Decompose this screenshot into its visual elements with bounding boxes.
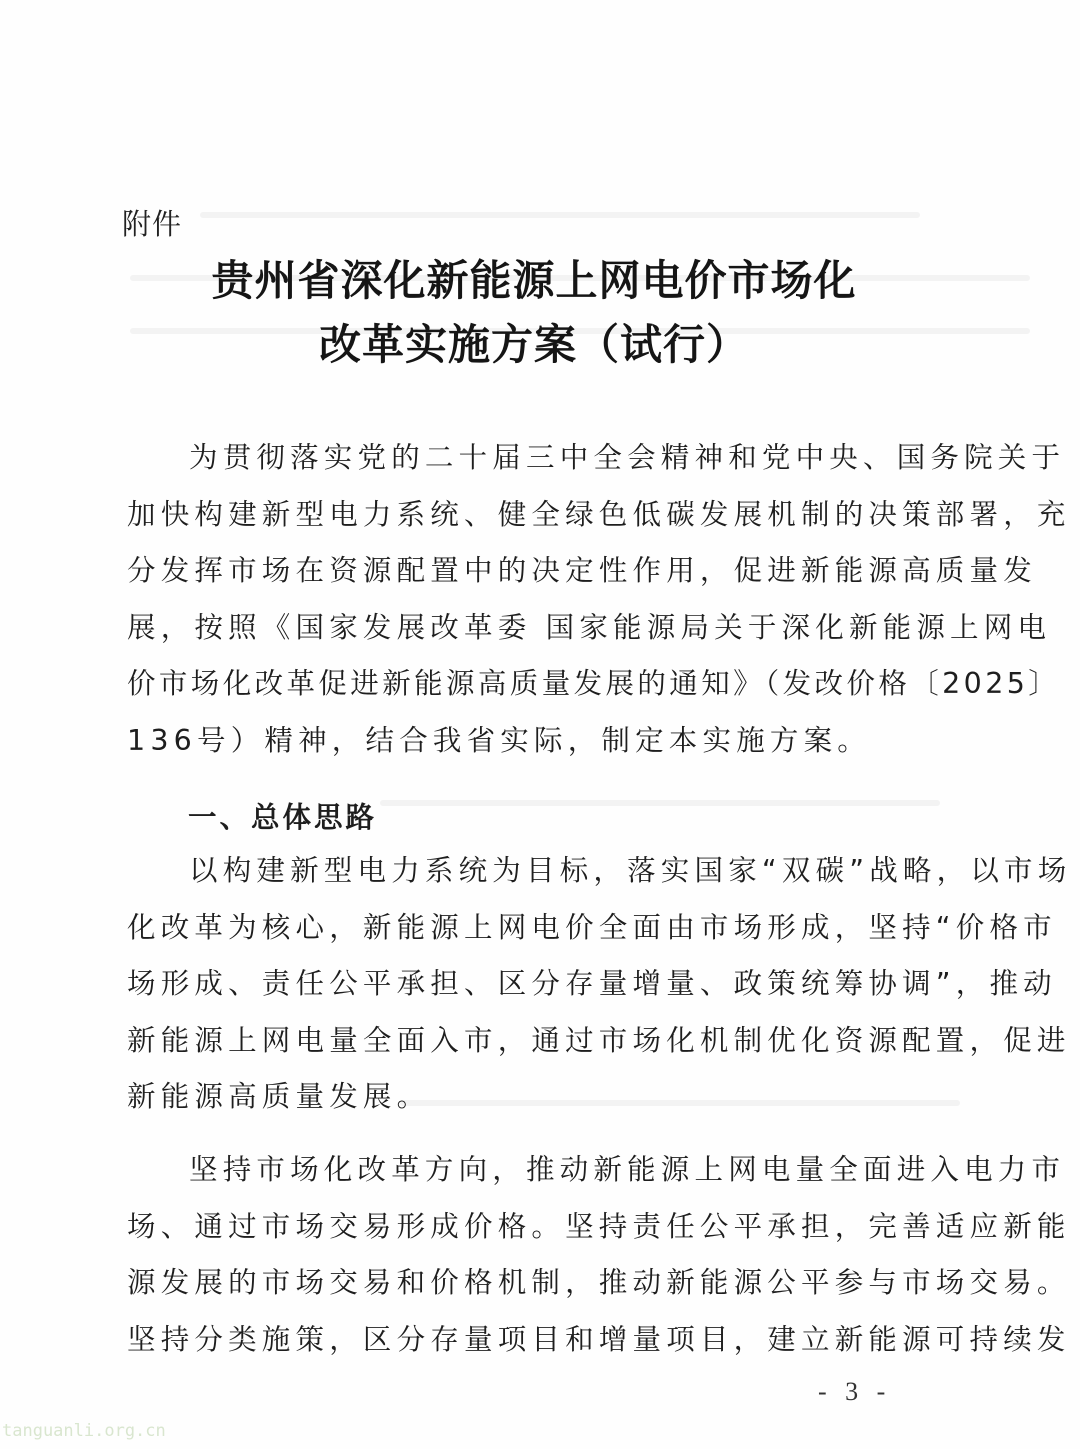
watermark: tanguanli.org.cn: [2, 1421, 166, 1441]
paragraph-line: 坚持分类施策，区分存量项目和增量项目，建立新能源可持续发: [127, 1322, 1071, 1356]
paragraph-line: 场形成、责任公平承担、区分存量增量、政策统筹协调”，推动: [127, 967, 1057, 1000]
preamble-paragraph: [127, 430, 1071, 769]
paragraph-line: 136号）精神，结合我省实际，制定本实施方案。: [127, 723, 871, 757]
bleed-mark: [380, 800, 940, 806]
paragraph-line: 以构建新型电力系统为目标，落实国家“双碳”战略，以市场: [189, 854, 1072, 887]
paragraph-line: 化改革为核心，新能源上网电价全面由市场形成，坚持“价格市: [127, 910, 1057, 944]
paragraph-line: 为贯彻落实党的二十届三中全会精神和党中央、国务院关于: [189, 441, 1066, 474]
section-paragraph-1: [127, 843, 1072, 1126]
paragraph-line: 场、通过市场交易形成价格。坚持责任公平承担，完善适应新能: [127, 1209, 1071, 1243]
section-paragraph-2: [127, 1142, 1071, 1368]
paragraph-line: 价市场化改革促进新能源高质量发展的通知》（发改价格〔2025〕: [127, 667, 1061, 700]
paragraph-line: 源发展的市场交易和价格机制，推动新能源公平参与市场交易。: [127, 1266, 1071, 1299]
paragraph-line: 坚持市场化改革方向，推动新能源上网电量全面进入电力市: [189, 1153, 1066, 1186]
document-title-line-2: 改革实施方案（试行）: [318, 320, 749, 369]
paragraph-line: 新能源高质量发展。: [127, 1080, 431, 1113]
bleed-mark: [200, 212, 920, 218]
paragraph-line: 新能源上网电量全面入市，通过市场化机制优化资源配置，促进: [127, 1023, 1071, 1057]
paragraph-line: 展，按照《国家发展改革委 国家能源局关于深化新能源上网电: [127, 610, 1052, 644]
document-title-line-1: 贵州省深化新能源上网电价市场化: [211, 256, 857, 305]
section-heading: 一、总体思路: [188, 801, 378, 834]
paragraph-line: 加快构建新型电力系统、健全绿色低碳发展机制的决策部署，充: [127, 497, 1071, 531]
attachment-label: 附件: [122, 207, 183, 241]
page-number: - 3 -: [818, 1377, 892, 1406]
paragraph-line: 分发挥市场在资源配置中的决定性作用，促进新能源高质量发: [127, 554, 1037, 587]
